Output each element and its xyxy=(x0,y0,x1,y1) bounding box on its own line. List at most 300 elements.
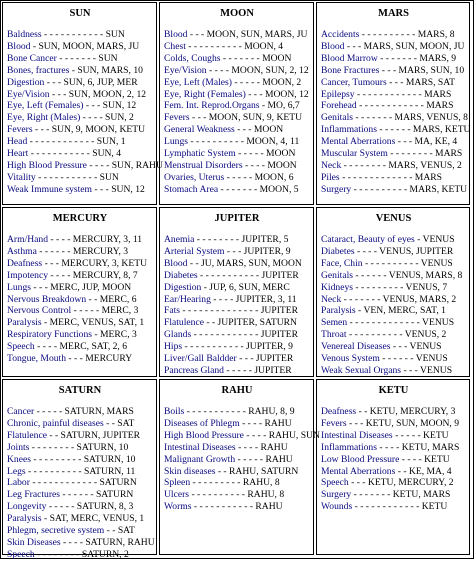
ailment-planets: - - - - JUPITER, 3, 11 xyxy=(210,293,297,305)
cell-ketu xyxy=(316,379,470,555)
ailment-label: High Blood Pressure xyxy=(7,159,87,171)
ailment-label: Neck xyxy=(321,159,342,171)
cell-moon xyxy=(159,2,314,205)
ailment-row xyxy=(164,100,310,112)
ailment-planets: - - - - - - - MOON, 5 xyxy=(218,183,299,195)
ailment-row xyxy=(164,501,310,513)
ailment-planets: - - - - RAHU xyxy=(239,417,292,429)
ailment-planets: - - - MOON, SUN, MARS, JU xyxy=(187,29,308,40)
ailment-planets: - - - SUN, 12 xyxy=(83,100,137,112)
ailment-row xyxy=(7,549,153,561)
ailment-label: Pancreas Gland xyxy=(164,364,224,376)
ailment-planets: - - - VENUS xyxy=(401,364,453,376)
ailment-row xyxy=(164,282,310,294)
ailment-label: Fevers xyxy=(321,417,347,429)
ailment-label: Phlegm, secretive system xyxy=(7,525,105,537)
ailment-planets: - - - - SUN, RAHU xyxy=(86,159,163,171)
ailment-planets: - - - SUN, MOON, 2, 12 xyxy=(49,88,147,100)
cell-rows xyxy=(321,234,466,377)
ailment-label: Inflammations xyxy=(321,124,377,136)
ailment-planets: - VENUS xyxy=(414,234,455,245)
cell-title: MOON xyxy=(220,8,254,19)
ailment-planets: - - - - SATURN, RAHU xyxy=(60,536,155,548)
ailment-label: Blood xyxy=(321,40,345,52)
ailment-label: Ovaries, Uterus xyxy=(164,171,225,183)
ailment-label: Throat xyxy=(321,329,347,341)
ailment-planets: - - - MERCURY xyxy=(66,353,133,365)
ailment-row xyxy=(7,466,153,478)
ailment-label: Flatulence xyxy=(164,317,204,329)
ailment-planets: - - - - - MOON, 6 xyxy=(224,171,294,183)
ailment-planets: - - - - - - - - - - RAHU, 8 xyxy=(189,489,285,501)
ailment-row xyxy=(7,317,153,329)
ailment-planets: - - JUPITER, SATURN xyxy=(203,317,297,329)
ailment-planets: - - - MOON, SUN, 9, KETU xyxy=(189,112,303,124)
ailment-planets: - - SATURN, JUPITER xyxy=(46,429,140,441)
ailment-planets: - - - - - - - - - - - JUPITER xyxy=(197,269,299,281)
ailment-planets: - - - - - - - KETU, MARS xyxy=(351,489,451,501)
ailment-label: Worms xyxy=(164,501,192,513)
ailment-label: Fats xyxy=(164,305,180,317)
ailment-planets: - - - SUN, 6, JUP, MER xyxy=(44,76,138,88)
ailment-row xyxy=(164,466,310,478)
ailment-label: General Weakness xyxy=(164,124,235,136)
ailment-label: Eye, Right (Females) xyxy=(164,88,246,100)
ailment-row xyxy=(7,442,153,454)
ailment-label: Nervous Control xyxy=(7,305,72,317)
cell-rows xyxy=(7,406,153,561)
ailment-row xyxy=(7,29,153,41)
ailment-row xyxy=(7,112,153,124)
ailment-row xyxy=(321,294,466,306)
ailment-label: Eye/Vision xyxy=(7,88,50,100)
ailment-planets: - - - - MERCURY, 3, 11 xyxy=(48,234,143,245)
ailment-planets: - - RAHU, SATURN xyxy=(215,465,299,477)
ailment-label: Blood xyxy=(164,257,188,269)
ailment-planets: - - - - - SATURN, 8, 3 xyxy=(46,501,134,513)
ailment-row xyxy=(321,365,466,377)
ailment-label: Blood xyxy=(164,29,188,40)
ailment-planets: - - - - - - VENUS, MARS, 8 xyxy=(352,269,463,281)
ailment-planets: - - - - - MOON, 2 xyxy=(231,76,302,88)
ailment-planets: - - - - - RAHU xyxy=(235,453,293,465)
ailment-planets: - MERC, 3 xyxy=(92,329,137,341)
ailment-label: Muscular System xyxy=(321,148,388,160)
ailment-row xyxy=(7,513,153,525)
ailment-label: Neck xyxy=(321,293,342,305)
ailment-label: Knees xyxy=(7,453,31,465)
ailment-label: Liver/Gall Baldder xyxy=(164,353,237,365)
ailment-row xyxy=(321,184,466,196)
ailment-label: Diabetes xyxy=(164,269,198,281)
ailment-label: Speech xyxy=(321,477,349,489)
ailment-row xyxy=(321,430,466,442)
cell-title: MERCURY xyxy=(52,213,108,224)
ailment-row xyxy=(7,329,153,341)
cell-rahu xyxy=(159,379,320,555)
cell-jupiter xyxy=(159,207,314,377)
ailment-row xyxy=(164,270,310,282)
ailment-row xyxy=(7,41,153,53)
ailment-planets: - - - - - - - MOON xyxy=(220,52,292,64)
ailment-label: Forehead xyxy=(321,100,357,112)
ailment-planets: - - - - - - - - MARS, VENUS, 2 xyxy=(341,159,462,171)
ailment-row xyxy=(7,89,153,101)
ailment-row xyxy=(7,65,153,77)
ailment-planets: - - - - - - MERCURY, 3 xyxy=(36,245,129,257)
ailment-row xyxy=(164,294,310,306)
ailment-label: Piles xyxy=(321,171,340,183)
ailment-row xyxy=(164,365,310,377)
ailment-label: Menstrual Disorders xyxy=(164,159,243,171)
ailment-planets: - - - - - - - - - - SATURN, 11 xyxy=(25,465,136,477)
ailment-label: Bone Cancer xyxy=(7,52,57,64)
ailment-row xyxy=(321,317,466,329)
ailment-row xyxy=(164,341,310,353)
ailment-row xyxy=(321,258,466,270)
ailment-planets: - - - - - SATURN, MARS xyxy=(34,406,134,417)
ailment-row xyxy=(321,246,466,258)
ailment-label: Digestion xyxy=(164,281,202,293)
ailment-label: Fevers xyxy=(164,112,190,124)
cell-rows xyxy=(321,406,466,513)
ailment-label: Eye, Right (Males) xyxy=(7,112,81,124)
ailment-row xyxy=(7,159,163,172)
ailment-label: Venereal Diseases xyxy=(321,341,391,353)
ailment-planets: - - - - - - - - - RAHU, 8 xyxy=(190,477,280,489)
ailment-row xyxy=(7,148,153,160)
ailment-planets: - - - MOON, 12 xyxy=(245,88,309,100)
ailment-label: Semen xyxy=(321,317,348,329)
ailment-planets: - - - - - - SATURN xyxy=(60,489,134,501)
ailment-label: Longevity xyxy=(7,501,47,513)
ailment-label: Stomach Area xyxy=(164,183,219,195)
ailment-row xyxy=(164,29,310,41)
ailment-planets: - JUP, 6, SUN, MERC xyxy=(201,281,290,293)
ailment-label: Tongue, Mouth xyxy=(7,353,67,365)
ailment-label: Mental Aberrations xyxy=(321,136,396,148)
ailment-label: Venous System xyxy=(321,353,380,365)
ailment-label: Skin Diseases xyxy=(7,536,61,548)
ailment-row xyxy=(164,112,310,124)
ailment-planets: - - - - MOON xyxy=(242,159,297,171)
ailment-row xyxy=(7,77,153,89)
ailment-label: Wounds xyxy=(321,501,353,513)
ailment-planets: - - - - - - - - - - - - SATURN xyxy=(29,477,137,489)
ailment-row xyxy=(7,294,153,306)
ailment-label: Digestion xyxy=(7,76,45,88)
ailment-label: Malignant Growth xyxy=(164,453,236,465)
ailment-planets: - - - - KETU xyxy=(399,453,450,465)
cell-mars xyxy=(316,2,470,205)
ailment-label: Diabetes xyxy=(321,245,355,257)
ailment-label: Skin diseases xyxy=(164,465,216,477)
ailment-planets: - VEN, MERC, SAT, 1 xyxy=(355,305,446,317)
ailment-row xyxy=(7,53,153,65)
ailment-row xyxy=(164,77,310,89)
ailment-label: Heart xyxy=(7,148,29,160)
cell-title: VENUS xyxy=(375,213,412,224)
ailment-row xyxy=(7,537,153,549)
ailment-row xyxy=(321,501,466,513)
ailment-planets: - - - - - - - - SATURN, 2 xyxy=(34,548,129,560)
ailment-row xyxy=(164,418,310,430)
ailment-row xyxy=(164,136,310,148)
ailment-planets: - - SAT xyxy=(103,417,135,429)
ailment-label: Genitals xyxy=(321,269,353,281)
ailment-planets: - - - - - JUPITER xyxy=(223,364,292,376)
ailment-label: Mental Aberrations xyxy=(321,465,396,477)
ailment-row xyxy=(321,454,466,466)
ailment-label: Nervous Breakdown xyxy=(7,293,87,305)
ailment-row xyxy=(7,270,153,282)
ailment-planets: - - - - SUN, 2 xyxy=(80,112,134,124)
ailment-label: Accidents xyxy=(321,29,360,40)
cell-rows xyxy=(7,29,163,196)
ailment-label: Fevers xyxy=(7,124,33,136)
ailment-planets: - - - - - - - - - - MARS, KETU xyxy=(351,183,468,195)
ailment-row xyxy=(7,282,153,294)
cell-title: RAHU xyxy=(221,385,253,396)
ailment-row xyxy=(164,160,310,172)
ailment-planets: - - - - - - - - - - VENUS xyxy=(362,257,453,269)
cell-venus xyxy=(316,207,470,377)
ailment-label: Face, Chin xyxy=(321,257,363,269)
ailment-row xyxy=(7,525,153,537)
ailment-row xyxy=(7,258,153,270)
ailment-label: Hips xyxy=(164,341,183,353)
ailment-label: Boils xyxy=(164,406,185,417)
ailment-row xyxy=(7,100,153,112)
ailment-row xyxy=(7,124,153,136)
ailment-row xyxy=(321,124,471,136)
ailment-row xyxy=(321,489,466,501)
ailment-label: Respiratory Functions xyxy=(7,329,93,341)
ailment-row xyxy=(7,184,153,196)
ailment-row xyxy=(7,418,153,430)
ailment-label: Deafness xyxy=(7,257,43,269)
ailment-planets: - - - - - - - - - - - SUN, 4 xyxy=(28,148,122,160)
ailment-planets: - - - - - - - VENUS, MARS, 2 xyxy=(341,293,457,305)
ailment-row xyxy=(164,41,310,53)
ailment-label: Speech xyxy=(7,548,35,560)
ailment-label: Flatulence xyxy=(7,429,47,441)
ailment-planets: - - - MERCURY, 3, KETU xyxy=(42,257,147,269)
ailment-row xyxy=(321,329,466,341)
ailment-label: Weak Sexual Organs xyxy=(321,364,402,376)
ailment-planets: - - - - - - - - - - - RAHU xyxy=(191,501,283,513)
ailment-planets: - - - - - - - MARS, 9 xyxy=(377,52,457,64)
ailment-planets: - - - - - - - - - - MARS, 8 xyxy=(359,29,455,40)
ailment-row xyxy=(321,41,466,53)
ailment-planets: - - - - - - - - - VENUS, 7 xyxy=(352,281,448,293)
cell-title: SUN xyxy=(69,8,91,19)
cell-title: MARS xyxy=(378,8,409,19)
ailment-planets: - - - MARS, SUN, 10 xyxy=(379,64,465,76)
ailment-planets: - - - - - - - MARS, VENUS, 8 xyxy=(352,112,468,124)
ailment-planets: - - - - - - - - MARS xyxy=(387,148,463,160)
ailment-row xyxy=(164,234,310,246)
ailment-row xyxy=(164,124,310,136)
ailment-row xyxy=(7,477,153,489)
ailment-row xyxy=(321,282,466,294)
cell-sun xyxy=(2,2,163,205)
ailment-row xyxy=(164,442,310,454)
ailment-row xyxy=(164,172,310,184)
ailment-label: Weak Immune system xyxy=(7,183,93,195)
ailment-planets: - - - - - - - - - - - - KETU xyxy=(352,501,448,513)
ailment-row xyxy=(321,418,466,430)
ailment-label: Arterial System xyxy=(164,245,225,257)
ailment-label: Fem. Int. Reprod.Organs xyxy=(164,100,260,112)
ailment-label: Cancer xyxy=(7,406,35,417)
ailment-planets: - - - SUN, 9, MOON, KETU xyxy=(32,124,146,136)
ailment-row xyxy=(7,489,153,501)
ailment-label: Surgery xyxy=(321,489,352,501)
ailment-row xyxy=(7,341,153,353)
ailment-label: Legs xyxy=(7,465,26,477)
ailment-planets: - - - MARS, SUN, MOON, JU xyxy=(344,40,465,52)
ailment-label: Blood Marrow xyxy=(321,52,378,64)
ailment-row xyxy=(321,172,466,184)
ailment-planets: - SAT, MERC, VENUS, 1 xyxy=(41,513,145,525)
ailment-label: Spleen xyxy=(164,477,191,489)
ailment-planets: - - - - - - VENUS xyxy=(379,353,448,365)
ailment-planets: - - - MA, KE, 4 xyxy=(395,136,458,148)
ailment-row xyxy=(321,29,466,41)
ailment-row xyxy=(321,406,466,418)
ailment-row xyxy=(321,442,466,454)
ailment-label: Colds, Coughs xyxy=(164,52,221,64)
cell-saturn xyxy=(2,379,157,560)
ailment-label: Intestinal Diseases xyxy=(321,429,393,441)
ailment-row xyxy=(164,148,310,160)
ailment-label: Paralysis xyxy=(7,317,42,329)
ailment-row xyxy=(7,454,153,466)
ailment-label: Labor xyxy=(7,477,30,489)
ailment-row xyxy=(321,77,466,89)
ailment-planets: - SUN, MARS, 10 xyxy=(69,64,143,76)
ailment-planets: - - - - MOON, SUN, 2, 12 xyxy=(206,64,309,76)
ailment-label: Lungs xyxy=(7,281,31,293)
ailment-row xyxy=(321,466,466,478)
ailment-planets: - - - KETU, MERCURY, 2 xyxy=(348,477,454,489)
ailment-label: Ulcers xyxy=(164,489,190,501)
ailment-label: Joints xyxy=(7,441,30,453)
ailment-planets: - - - - VENUS, JUPITER xyxy=(354,245,454,257)
ailment-row xyxy=(164,184,310,196)
ailment-row xyxy=(164,258,310,270)
ailment-label: Lymphatic System xyxy=(164,148,236,160)
ailment-planets: - - JU, MARS, SUN, MOON xyxy=(187,257,302,269)
ailment-planets: - - - - RAHU, SUN xyxy=(243,429,320,441)
ailment-planets: - - - - - - - - - - - - SUN, 1 xyxy=(27,136,126,148)
ailment-row xyxy=(321,305,466,317)
ailment-label: Diseases of Phlegm xyxy=(164,417,240,429)
ailment-row xyxy=(321,136,466,148)
ailment-row xyxy=(321,234,466,246)
ailment-row xyxy=(7,406,153,418)
ailment-label: Blood xyxy=(7,40,31,52)
ailment-planets: - - - - - - MARS, KETU xyxy=(376,124,471,136)
ailment-label: Eye, Left (Males) xyxy=(164,76,232,88)
ailment-planets: - - - - MERCURY, 8, 7 xyxy=(48,269,138,281)
ailment-planets: - - - - - KETU xyxy=(392,429,449,441)
cell-title: KETU xyxy=(378,385,409,396)
ailment-row xyxy=(321,353,466,365)
ailment-row xyxy=(321,160,466,172)
ailment-planets: - - - - - MOON xyxy=(235,148,296,160)
ailment-row xyxy=(321,341,466,353)
ailment-label: Eye, Left (Females) xyxy=(7,100,84,112)
ailment-planets: - - - MERC, JUP, MOON xyxy=(30,281,132,293)
ailment-planets: - MO, 6,7 xyxy=(259,100,300,112)
ailment-planets: - - - - - - - - - - VENUS, 2 xyxy=(346,329,447,341)
ailment-planets: - - - JUPITER xyxy=(236,353,294,365)
ailment-row xyxy=(7,501,153,513)
ailment-planets: - - - VENUS xyxy=(390,341,442,353)
ailment-label: Glands xyxy=(164,329,192,341)
ailment-planets: - - - - KETU, MARS xyxy=(376,441,460,453)
ailment-label: Arm/Hand xyxy=(7,234,49,245)
ailment-planets: - - MERC, 6 xyxy=(86,293,137,305)
ailment-row xyxy=(321,148,466,160)
ailment-planets: - - - - - - - - - - - RAHU, 8, 9 xyxy=(184,406,295,417)
ailment-planets: - - - - - - - - - - - - - VENUS xyxy=(347,317,455,329)
ailment-label: Genitals xyxy=(321,112,353,124)
ailment-row xyxy=(7,430,153,442)
ailment-planets: - - - - - - - - - - - - MARS xyxy=(354,88,452,100)
ailment-label: Leg Fractures xyxy=(7,489,61,501)
ailment-planets: - - - MARS, SAT xyxy=(386,76,455,88)
ailment-label: Lungs xyxy=(164,136,188,148)
ailment-row xyxy=(7,353,153,365)
ailment-label: Chest xyxy=(164,40,186,52)
cell-title: SATURN xyxy=(58,385,102,396)
ailment-label: Baldness xyxy=(7,29,42,40)
ailment-planets: - - - - - - - - - - - SUN xyxy=(41,29,125,40)
cell-rows xyxy=(7,234,153,365)
ailment-row xyxy=(164,89,310,101)
ailment-planets: - - KE, MA, 4 xyxy=(395,465,452,477)
ailment-row xyxy=(7,246,153,258)
ailment-label: Paralysis xyxy=(321,305,356,317)
ailment-label: Anemia xyxy=(164,234,195,245)
ailment-planets: - - - KETU, SUN, MOON, 9 xyxy=(346,417,460,429)
ailment-row xyxy=(7,305,153,317)
cell-mercury xyxy=(2,207,157,377)
cell-rows xyxy=(164,234,310,377)
cell-rows xyxy=(321,29,471,196)
ailment-row xyxy=(164,477,310,489)
ailment-row xyxy=(164,305,310,317)
ailment-label: Head xyxy=(7,136,28,148)
ailment-row xyxy=(164,317,310,329)
ailment-planets: - - - - - - - - - - - - - MARS xyxy=(339,171,442,183)
ailment-row xyxy=(321,65,466,77)
ailment-planets: - - - MOON xyxy=(234,124,284,136)
ailment-planets: - - - - - - - - - - - - MARS xyxy=(356,100,454,112)
ailment-planets: - - - - MERC, SAT, 2, 6 xyxy=(34,341,128,353)
ailment-row xyxy=(164,406,310,418)
ailment-row xyxy=(164,329,310,341)
ailment-planets: - - - - - - - - SATURN, 10 xyxy=(29,441,129,453)
ailment-label: Intestinal Diseases xyxy=(164,441,236,453)
ailment-label: Surgery xyxy=(321,183,352,195)
cell-rows xyxy=(164,406,320,513)
ailment-planets: - - - - - - - - - SATURN, 10 xyxy=(30,453,136,465)
ailment-row xyxy=(7,136,153,148)
